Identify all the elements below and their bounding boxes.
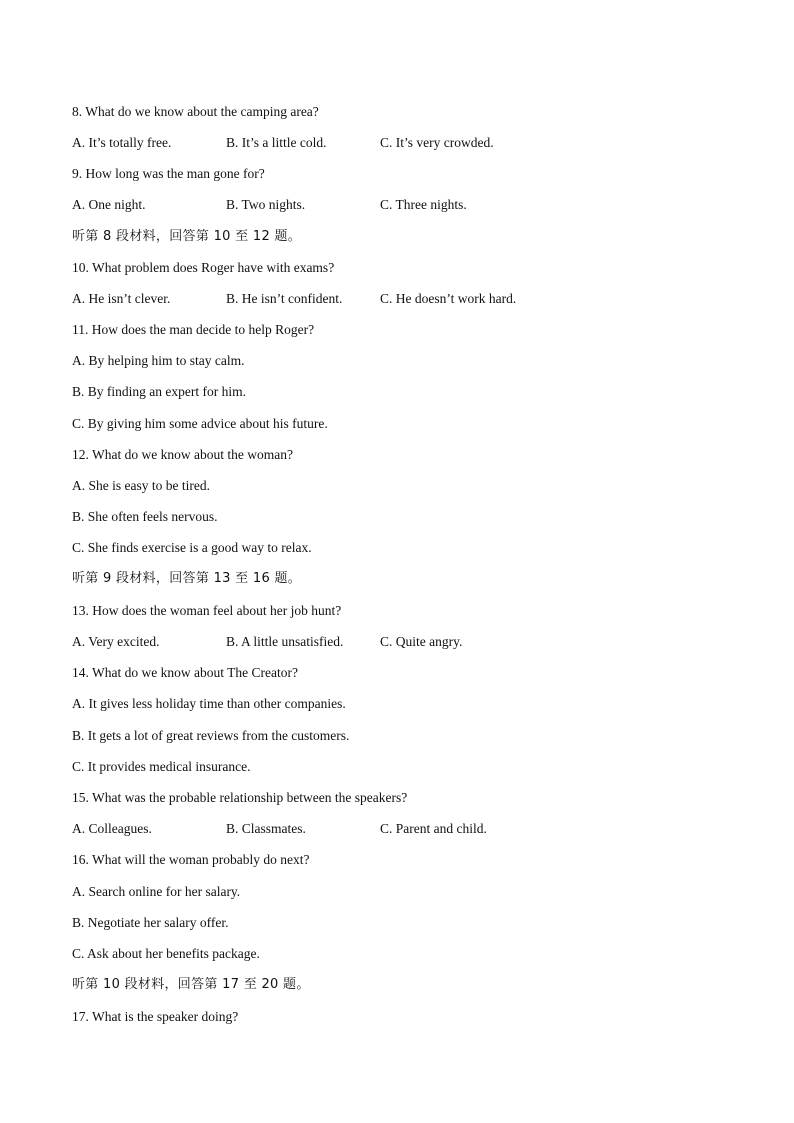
question-10-option-a: A. He isn’t clever. — [72, 291, 171, 306]
question-13-option-c: C. Quite angry. — [380, 634, 463, 649]
question-10-option-c: C. He doesn’t work hard. — [380, 291, 517, 306]
question-15-option-b: B. Classmates. — [226, 821, 306, 836]
question-8-option-b: B. It’s a little cold. — [226, 135, 327, 150]
question-15-stem: 15. What was the probable relationship between the speakers? — [72, 790, 408, 805]
question-9-stem: 9. How long was the man gone for? — [72, 166, 265, 181]
question-14-stem: 14. What do we know about The Creator? — [72, 665, 298, 680]
question-16-option-b: B. Negotiate her salary offer. — [72, 915, 229, 930]
question-13-option-b: B. A little unsatisfied. — [226, 634, 344, 649]
question-15-option-a: A. Colleagues. — [72, 821, 152, 836]
question-11-option-a: A. By helping him to stay calm. — [72, 353, 245, 368]
question-9-options — [72, 195, 632, 215]
question-16-option-c: C. Ask about her benefits package. — [72, 946, 260, 961]
section-heading-9: 听第 9 段材料，回答第 13 至 16 题。 — [72, 571, 302, 586]
question-16-option-a: A. Search online for her salary. — [72, 884, 241, 899]
question-10-option-b: B. He isn’t confident. — [226, 291, 343, 306]
section-heading-10: 听第 10 段材料，回答第 17 至 20 题。 — [72, 977, 310, 992]
question-11-stem: 11. How does the man decide to help Roger? — [72, 322, 315, 337]
question-17-stem: 17. What is the speaker doing? — [72, 1009, 239, 1024]
question-10-options — [72, 289, 632, 309]
question-13-stem: 13. How does the woman feel about her job hunt? — [72, 603, 342, 618]
question-9-option-a: A. One night. — [72, 197, 146, 212]
question-13-option-a: A. Very excited. — [72, 634, 160, 649]
question-13-options — [72, 632, 632, 652]
question-16-stem: 16. What will the woman probably do next? — [72, 852, 310, 867]
question-9-option-c: C. Three nights. — [380, 197, 467, 212]
question-9-option-b: B. Two nights. — [226, 197, 306, 212]
question-15-options — [72, 819, 632, 839]
question-14-option-a: A. It gives less holiday time than other companies. — [72, 696, 346, 711]
question-12-option-a: A. She is easy to be tired. — [72, 478, 210, 493]
question-12-stem: 12. What do we know about the woman? — [72, 447, 293, 462]
question-11-option-b: B. By finding an expert for him. — [72, 384, 246, 399]
question-8-option-c: C. It’s very crowded. — [380, 135, 494, 150]
question-8-options — [72, 133, 632, 153]
question-12-option-b: B. She often feels nervous. — [72, 509, 218, 524]
question-8-option-a: A. It’s totally free. — [72, 135, 172, 150]
section-heading-8: 听第 8 段材料，回答第 10 至 12 题。 — [72, 229, 302, 244]
question-14-option-c: C. It provides medical insurance. — [72, 759, 251, 774]
question-12-option-c: C. She finds exercise is a good way to relax. — [72, 540, 312, 555]
question-10-stem: 10. What problem does Roger have with exams? — [72, 260, 335, 275]
question-11-option-c: C. By giving him some advice about his future. — [72, 416, 328, 431]
question-14-option-b: B. It gets a lot of great reviews from the customers. — [72, 728, 350, 743]
question-15-option-c: C. Parent and child. — [380, 821, 487, 836]
question-8-stem: 8. What do we know about the camping area? — [72, 104, 319, 119]
